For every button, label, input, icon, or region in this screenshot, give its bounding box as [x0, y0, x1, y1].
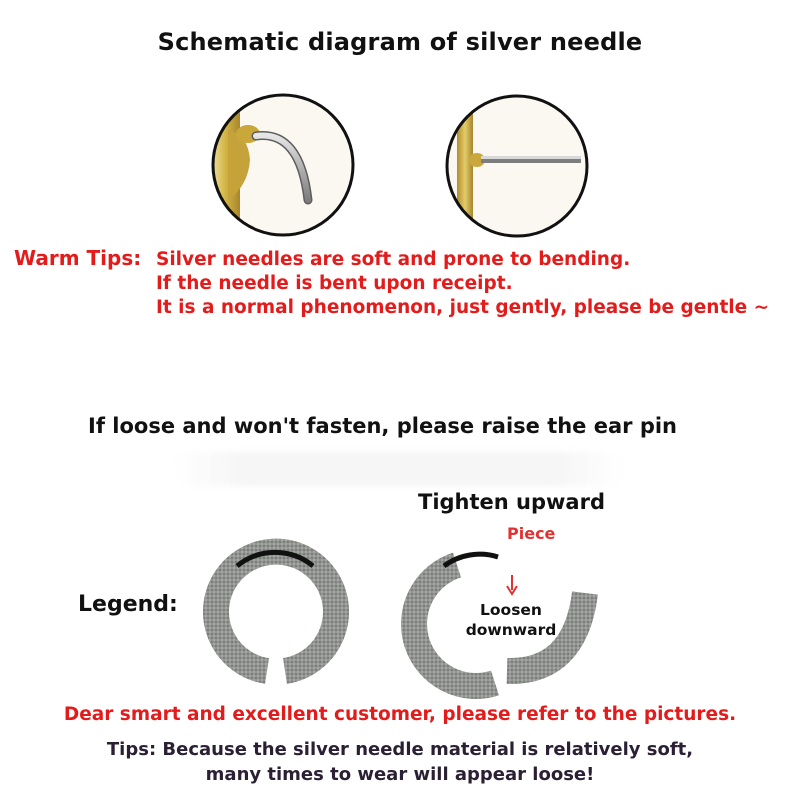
bent-needle-illustration [208, 90, 358, 240]
warm-tips-line: It is a normal phenomenon, just gently, please be gentle ~ [156, 297, 770, 318]
customer-notice: Dear smart and excellent customer, please refer to the pictures. [63, 704, 737, 725]
page-title: Schematic diagram of silver needle [157, 28, 643, 56]
legend-label: Legend: [78, 592, 178, 617]
loosen-label-line: Loosen [480, 601, 542, 619]
warm-tips-label: Warm Tips: [14, 246, 142, 270]
footer-tips-line: many times to wear will appear loose! [205, 764, 595, 785]
fasten-heading: If loose and won't fasten, please raise the ear pin [88, 414, 677, 438]
down-arrow-icon [505, 574, 519, 596]
tighten-upward-label: Tighten upward [418, 490, 605, 514]
warm-tips-line: If the needle is bent upon receipt. [156, 273, 513, 294]
ear-ring-closed-diagram [195, 545, 355, 695]
footer-tips [0, 737, 800, 787]
piece-label: Piece [507, 524, 556, 543]
loosen-downward-label [456, 600, 566, 640]
faded-watermark [175, 452, 623, 486]
warm-tips-line: Silver needles are soft and prone to bending. [156, 249, 631, 270]
loosen-label-line: downward [465, 621, 557, 639]
straight-needle-illustration [443, 92, 591, 240]
footer-tips-line: Tips: Because the silver needle material is relatively soft, [106, 739, 694, 760]
